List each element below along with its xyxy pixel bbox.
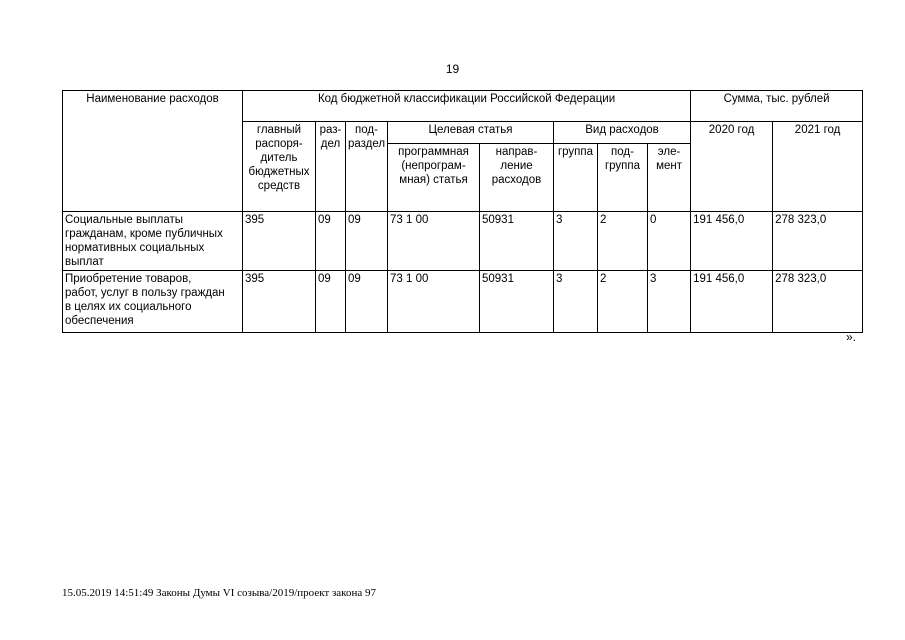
row-section: 09 [316,212,346,271]
row-sum-2021: 278 323,0 [773,271,863,333]
header-target-item: Целевая статья [388,122,554,144]
header-direction: направ-ление расходов [480,144,554,212]
row-sum-2020: 191 456,0 [691,271,773,333]
row-group: 3 [554,212,598,271]
page-number: 19 [445,62,460,76]
budget-classification-table [62,90,863,333]
closing-quote-mark: ». [846,330,857,344]
header-year-2020: 2020 год [691,122,773,212]
row-name-line: работ, услуг в пользу граждан [65,287,225,299]
row-name-line: в целях их социального [65,301,192,313]
row-name-line: выплат [65,256,104,268]
document-footer: 15.05.2019 14:51:49 Законы Думы VI созыва/2019/проект закона 97 [62,587,376,599]
table-row [63,212,863,271]
row-direction: 50931 [480,212,554,271]
table-row [63,271,863,333]
row-subsection: 09 [346,271,388,333]
row-chief-admin: 395 [243,212,316,271]
row-name-line: Приобретение товаров, [65,273,192,285]
row-name-line: нормативных социальных [65,242,205,254]
row-group: 3 [554,271,598,333]
row-name [63,271,243,333]
row-direction: 50931 [480,271,554,333]
row-section: 09 [316,271,346,333]
header-subsection: под-раздел [346,122,388,212]
row-program: 73 1 00 [388,271,480,333]
row-program: 73 1 00 [388,212,480,271]
header-expense-type: Вид расходов [554,122,691,144]
header-group: группа [554,144,598,212]
header-section: раз-дел [316,122,346,212]
row-name [63,212,243,271]
header-program: программная (непрограм-мная) статья [388,144,480,212]
row-element: 3 [648,271,691,333]
row-chief-admin: 395 [243,271,316,333]
row-subgroup: 2 [598,271,648,333]
header-name: Наименование расходов [63,91,243,212]
row-name-line: обеспечения [65,315,134,327]
row-name-line: Социальные выплаты [65,214,184,226]
header-sum-text: Сумма, тыс. рублей [723,93,830,105]
header-year-2021: 2021 год [773,122,863,212]
header-code-group: Код бюджетной классификации Российской Федерации [243,91,691,122]
header-sum [691,91,863,122]
row-sum-2020: 191 456,0 [691,212,773,271]
header-element: эле-мент [648,144,691,212]
header-subgroup: под-группа [598,144,648,212]
row-name-line: гражданам, кроме публичных [65,228,223,240]
row-element: 0 [648,212,691,271]
row-subsection: 09 [346,212,388,271]
row-sum-2021: 278 323,0 [773,212,863,271]
header-chief-admin: главный распоря-дитель бюджетных средств [243,122,316,212]
row-subgroup: 2 [598,212,648,271]
